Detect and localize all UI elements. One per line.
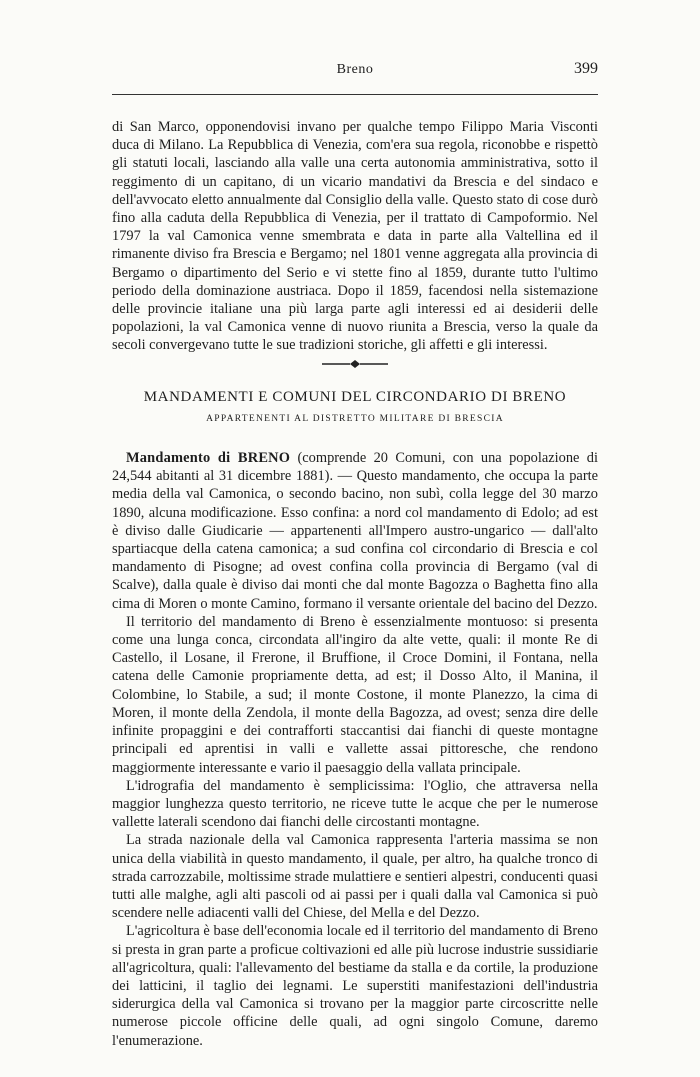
page-header [112, 62, 598, 84]
page-body [112, 118, 598, 1050]
paragraph-territorio: Il territorio del mandamento di Breno è essenzialmente montuoso: si presenta come una lunga conca, circondata all'ingiro da alte vette, quali: il monte Re di Castello, il Losane, il Frerone, il Bruffione, il Croce Domini, il Fontana, nella catena delle Camonie propriamente detta, ad est; il Dosso Alto, il Manina, il Colombine, lo Stabile, a sud; il monte Costone, il monte Planezzo, la cima di Moren, il monte della Zendola, il monte della Bagozza, ad ovest; senza dire delle infinite propaggini e dei contrafforti staccantisi dai fianchi di queste montagne principali ed aprentisi in valli e vallette assai pittoresche, che rendono maggiormente interessante e vario il paesaggio della vallata principale. [112, 613, 598, 776]
section-title: MANDAMENTI E COMUNI DEL CIRCONDARIO DI BRENO [143, 388, 567, 405]
paragraph-mandamento [112, 449, 598, 613]
paragraph-strada: La strada nazionale della val Camonica rappresenta l'arteria massima se non unica della viabilità in questo mandamento, il quale, per altro, ha qualche tronco di strada carrozzabile, moltissime strade mulattiere e sentieri alpestri, conducenti quasi tutti alle malghe, agli alti pascoli od ai passi per i quali dalla val Camonica si può scendere nelle adiacenti valli del Chiese, del Mella e del Dezzo. [112, 832, 598, 922]
mandamento-lead: Mandamento di BRENO [126, 450, 291, 467]
section-subtitle: APPARTENENTI AL DISTRETTO MILITARE DI BRESCIA [206, 413, 504, 424]
page-number: 399 [574, 60, 598, 77]
intro-paragraph: di San Marco, opponendovisi invano per qualche tempo Filippo Maria Visconti duca di Milano. La Repubblica di Venezia, com'era sua regola, riconobbe e rispettò gli statuti locali, lasciando alla valle una certa autonomia amministrativa, sotto il reggimento di un capitano, di un vicario mandativi da Brescia e del sindaco e dell'avvocato eletto annualmente dal Consiglio della valle. Questo stato di cose durò fino alla caduta della Repubblica di Venezia, per il trattato di Campoformio. Nel 1797 la val Camonica venne smembrata e data in parte alla Valtellina ed il rimanente diviso fra Brescia e Bergamo; nel 1801 venne aggregata alla provincia di Bergamo o dipartimento del Serio e vi stette fino al 1859, durante tutto l'ultimo periodo della dominazione austriaca. Dopo il 1859, facendosi nella sistemazione delle provincie italiane una più larga parte agli interessi ed ai desiderii delle popolazioni, la val Camonica venne di nuovo riunita a Brescia, verso la quale da secoli convergevano tutte le sue tradizioni storiche, gli affetti e gli interessi. [112, 119, 598, 354]
paragraph-agricoltura: L'agricoltura è base dell'economia locale ed il territorio del mandamento di Breno si presta in gran parte a proficue coltivazioni ed alle più lucrose industrie sussidiarie all'agricoltura, quali: l'allevamento del bestiame da stalla e da cortile, la produzione dei latticini, il taglio dei legnami. Le superstiti manifestazioni dell'industria siderurgica della val Camonica si trovano per la maggior parte circoscritte nelle numerose piccole officine delle quali, ad ogni singolo Comune, daremo l'enumerazione. [112, 923, 598, 1049]
running-title: Breno [336, 62, 374, 77]
section-divider-ornament [112, 358, 598, 372]
header-rule [112, 94, 598, 95]
mandamento-text: (comprende 20 Comuni, con una popolazione di 24,544 abitanti al 31 dicembre 1881). — Questo mandamento, che occupa la parte media della val Camonica, o secondo bacino, non subì, colla legge del 30 marzo 1890, alcuna modificazione. Esso confina: a nord col mandamento di Edolo; ad est è diviso dalle Giudicarie — appartenenti all'Impero austro-ungarico — dall'alto spartiacque della catena camonica; a sud confina col circondario di Brescia e col mandamento di Pisogne; ad ovest confina colla provincia di Bergamo (val di Scalve), dalla quale è diviso dai monti che dal monte Bagozza o Baghetta fino alla cima di Moren o monte Camino, formano il versante orientale del bacino del Dezzo. [112, 450, 598, 612]
paragraph-idrografia: L'idrografia del mandamento è semplicissima: l'Oglio, che attraversa nella maggior lunghezza questo territorio, ne riceve tutte le acque che per le numerose vallette laterali scendono dai fianchi delle circostanti montagne. [112, 777, 598, 831]
